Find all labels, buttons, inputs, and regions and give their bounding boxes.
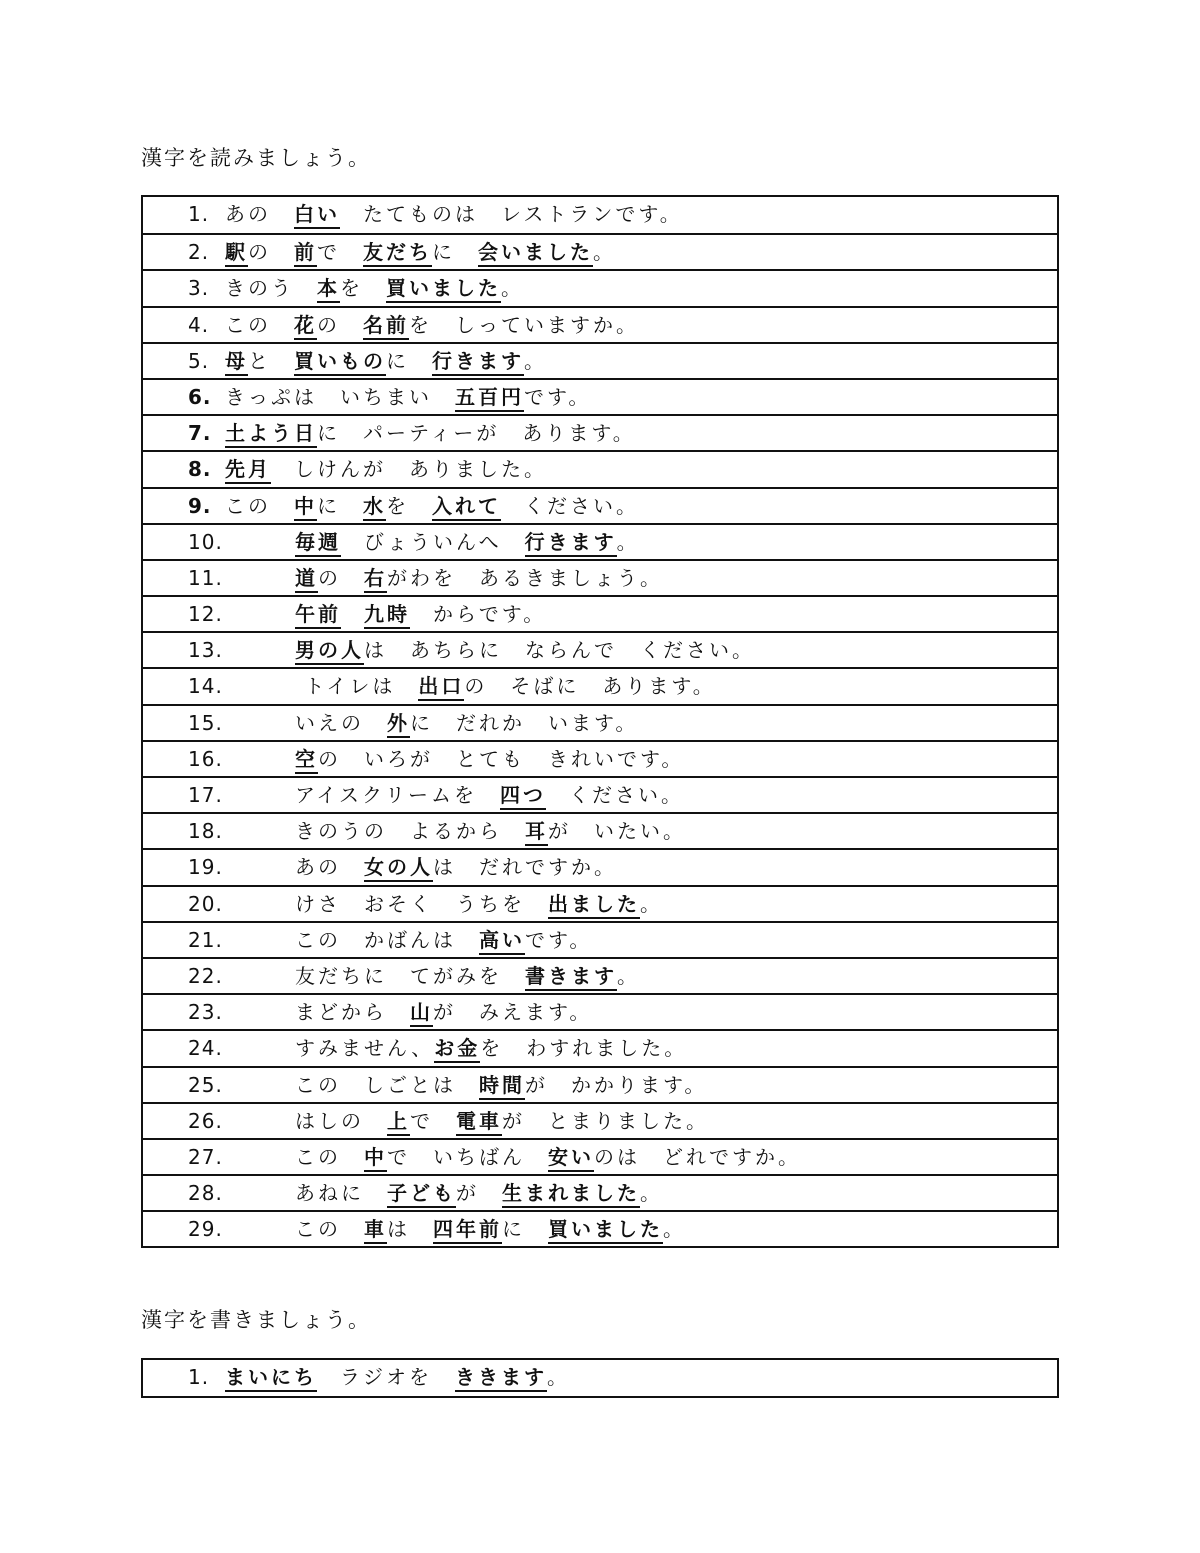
target-word: 五百円 [455,385,524,412]
target-word: 土よう日 [225,421,317,448]
exercise-row [143,921,1057,957]
exercise-sentence [225,344,547,378]
exercise-number: 15. [188,710,223,735]
exercise-number: 14. [188,674,223,699]
target-word: 中 [364,1145,387,1172]
exercise-row [143,993,1057,1029]
target-word: 入れて [432,494,501,521]
target-word: 女の人 [364,855,433,882]
exercise-sentence [295,887,663,921]
target-word: 上 [387,1109,410,1136]
sentence-text: からです。 [410,602,547,627]
target-word: 高い [479,928,525,955]
exercise-number: 9. [188,493,212,518]
exercise-sentence [295,1212,686,1246]
sentence-text: を しっていますか。 [409,312,639,337]
exercise-row [143,306,1057,342]
sentence-text: は だれですか。 [433,855,617,880]
exercise-number: 13. [188,638,223,663]
sentence-text: ください。 [546,783,684,807]
sentence-text: に [502,1217,548,1242]
sentence-text: を わすれました。 [480,1036,688,1061]
exercise-number: 10. [188,529,223,554]
exercise-sentence [225,1360,570,1394]
exercise-sentence [295,597,546,631]
sentence-text: アイスクリームを [295,783,500,807]
target-word: 母 [225,349,248,376]
sentence-text: は [387,1217,433,1242]
exercise-sentence [295,1104,709,1138]
exercise-sentence [295,778,684,812]
sentence-text: びょういんへ [341,529,525,554]
exercise-number: 12. [188,602,223,627]
sentence-text: きのうの よるから [295,819,525,844]
exercise-number: 7. [188,421,212,446]
target-word: 安い [548,1145,594,1172]
exercise-number: 26. [188,1108,223,1133]
sentence-text: が [456,1181,502,1206]
exercise-sentence [295,525,640,559]
target-word: 時間 [479,1073,525,1100]
sentence-text: が かかります。 [525,1072,708,1097]
exercise-row [143,1066,1057,1102]
exercise-number: 6. [188,384,212,409]
sentence-text: 。 [617,963,640,988]
writing-exercise-table [141,1358,1059,1398]
exercise-sentence [225,489,639,523]
target-word: 男の人 [295,638,364,665]
sentence-text: この かばんは [295,927,479,952]
exercise-sentence [295,850,617,884]
target-word: 買いました [548,1217,663,1244]
sentence-text: のは どれですか。 [594,1144,801,1169]
sentence-text: 。 [593,240,616,265]
exercise-number: 1. [188,202,210,226]
exercise-number: 8. [188,457,212,482]
sentence-text: に [317,493,363,518]
exercise-number: 18. [188,819,223,844]
exercise-sentence [295,1031,687,1065]
target-word: 花 [294,313,317,340]
target-word: 四年前 [433,1217,502,1244]
exercise-sentence [295,706,638,740]
sentence-text: 。 [616,529,640,554]
sentence-text: が みえます。 [433,1000,593,1025]
sentence-text: この [225,312,294,337]
sentence-text: この [225,493,294,518]
exercise-number: 23. [188,1000,223,1025]
target-word: 白い [294,202,340,229]
target-word: 車 [364,1217,387,1244]
sentence-text: で [410,1108,456,1133]
sentence-text: きっぷは いちまい [225,384,455,409]
target-word: 道 [295,566,318,593]
target-word: 前 [294,240,317,267]
sentence-text: あねに [295,1181,387,1206]
exercise-row [143,812,1057,848]
sentence-text: あの [225,202,294,226]
exercise-row [143,848,1057,884]
exercise-sentence [225,452,547,486]
exercise-row [143,233,1057,269]
sentence-text: 。 [640,891,663,916]
exercise-row [143,631,1057,667]
exercise-row [143,957,1057,993]
target-word: 電車 [456,1109,502,1136]
sentence-text: の そばに あります。 [464,674,716,699]
exercise-sentence [295,923,592,957]
exercise-row [143,740,1057,776]
exercise-number: 3. [188,276,210,301]
section-title-write: 漢字を書きましょう。 [141,1308,371,1332]
exercise-number: 19. [188,855,223,880]
exercise-number: 24. [188,1036,223,1061]
target-word: 買いもの [294,349,386,376]
sentence-text: の [248,240,294,265]
exercise-row [143,559,1057,595]
exercise-sentence [295,742,684,776]
target-word: 駅 [225,240,248,267]
exercise-number: 1. [188,1365,210,1389]
sentence-text: がわを あるきましょう。 [387,565,663,590]
exercise-sentence [295,561,663,595]
sentence-text: は あちらに ならんで ください。 [364,638,755,663]
exercise-row [143,523,1057,559]
exercise-row [143,269,1057,305]
sentence-text: まどから [295,1000,410,1025]
exercise-sentence [295,633,755,667]
exercise-sentence [295,1140,801,1174]
exercise-row [143,487,1057,523]
target-word: 外 [387,711,410,738]
exercise-row [143,704,1057,740]
target-word: 友だち [363,240,432,267]
sentence-text: たてものは レストランです。 [340,202,683,226]
exercise-sentence [295,959,640,993]
sentence-text: 。 [640,1181,663,1206]
exercise-row [143,378,1057,414]
sentence-text: ラジオを [317,1365,455,1389]
sentence-text: 。 [547,1365,570,1389]
exercise-sentence [225,197,683,231]
sentence-text: が とまりました。 [502,1108,709,1133]
exercise-row [143,1210,1057,1246]
exercise-row [143,595,1057,631]
exercise-row [143,1174,1057,1210]
exercise-row [143,885,1057,921]
sentence-text: です。 [525,927,593,952]
exercise-number: 21. [188,927,223,952]
exercise-sentence [295,1068,707,1102]
exercise-number: 5. [188,348,210,373]
target-word: 午前 [295,602,341,629]
exercise-number: 16. [188,746,223,771]
target-word: ききます [455,1365,547,1392]
target-word: 名前 [363,313,409,340]
exercise-sentence [295,814,686,848]
sentence-text: この しごとは [295,1072,479,1097]
exercise-sentence [295,669,716,703]
sentence-text: に [432,240,478,265]
exercise-sentence [295,995,592,1029]
sentence-text: 。 [524,348,547,373]
target-word: 子ども [387,1181,456,1208]
exercise-number: 29. [188,1217,223,1242]
sentence-text: です。 [524,384,592,409]
target-word: まいにち [225,1365,317,1392]
target-word: 出ました [548,892,640,919]
target-word: 耳 [525,819,548,846]
exercise-sentence [295,1176,663,1210]
target-word: 行きます [525,530,617,557]
sentence-text: に [386,348,432,373]
sentence-text: を [340,276,386,301]
exercise-row [143,1138,1057,1174]
sentence-text: の [317,312,363,337]
sentence-text [341,602,364,626]
sentence-text: この [295,1144,364,1169]
target-word: 四つ [500,783,546,810]
sentence-text: 。 [663,1217,686,1242]
sentence-text: と [248,348,294,373]
sentence-text: の [318,565,364,590]
exercise-number: 20. [188,891,223,916]
target-word: 九時 [364,602,410,629]
exercise-number: 4. [188,312,210,337]
exercise-sentence [225,271,524,305]
sentence-text: この [295,1217,364,1242]
sentence-text: きのう [225,276,317,301]
exercise-sentence [225,380,591,414]
exercise-row [143,450,1057,486]
target-word: 出口 [418,674,464,701]
sentence-text: に だれか います。 [410,710,639,735]
target-word: 買いました [386,276,501,303]
exercise-number: 2. [188,240,210,265]
exercise-row [143,342,1057,378]
exercise-row [143,776,1057,812]
target-word: 先月 [225,457,271,484]
target-word: 本 [317,276,340,303]
sentence-text: が いたい。 [548,819,686,844]
sentence-text: ください。 [501,493,639,518]
sentence-text: で いちばん [387,1144,548,1169]
target-word: 会いました [478,240,593,267]
sentence-text: しけんが ありました。 [271,457,547,482]
sentence-text: トイレは [295,674,419,699]
sentence-text: で [317,240,363,265]
section-title-read: 漢字を読みましょう。 [141,146,371,170]
sentence-text: あの [295,855,364,880]
sentence-text: いえの [295,710,387,735]
exercise-number: 22. [188,963,223,988]
exercise-row [143,197,1057,233]
exercise-row [143,1360,1057,1396]
sentence-text: 。 [501,276,524,301]
exercise-sentence [225,308,639,342]
exercise-number: 11. [188,565,223,590]
target-word: 山 [410,1000,433,1027]
target-word: 毎週 [295,530,341,557]
target-word: お金 [434,1036,480,1063]
exercise-row [143,414,1057,450]
target-word: 右 [364,566,387,593]
exercise-number: 27. [188,1144,223,1169]
sentence-text: を [386,493,432,518]
target-word: 生まれました [502,1181,640,1208]
target-word: 空 [295,747,318,774]
exercise-number: 28. [188,1181,223,1206]
target-word: 行きます [432,349,524,376]
sentence-text: けさ おそく うちを [295,891,548,916]
target-word: 水 [363,494,386,521]
target-word: 書きます [525,964,617,991]
reading-exercise-table [141,195,1059,1248]
exercise-sentence [225,416,636,450]
exercise-sentence [225,235,616,269]
exercise-row [143,667,1057,703]
sentence-text: すみません、 [295,1036,435,1061]
exercise-number: 25. [188,1072,223,1097]
sentence-text: に パーティーが あります。 [317,421,636,446]
exercise-row [143,1029,1057,1065]
sentence-text: の いろが とても きれいです。 [318,746,685,771]
exercise-row [143,1102,1057,1138]
exercise-number: 17. [188,783,223,807]
target-word: 中 [294,494,317,521]
sentence-text: はしの [295,1108,387,1133]
sentence-text: 友だちに てがみを [295,963,525,988]
